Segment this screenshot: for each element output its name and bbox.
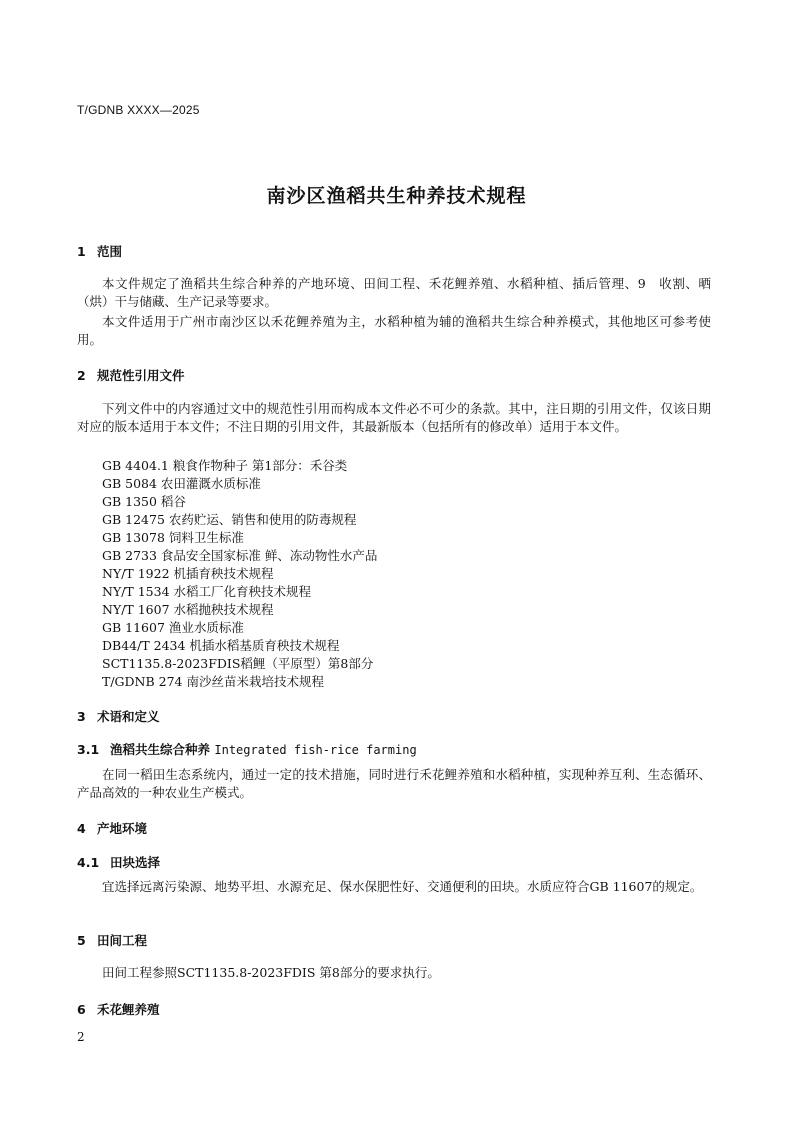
page-title: 南沙区渔稻共生种养技术规程 [266,185,527,207]
reference-item: GB 13078 饲料卫生标准 [102,530,244,545]
section-5-heading: 5 田间工程 [77,933,148,948]
reference-item: NY/T 1534 水稻工厂化育秧技术规程 [102,584,311,599]
section-5-para: 田间工程参照SCT1135.8-2023FDIS 第8部分的要求执行。 [102,965,440,980]
reference-item: GB 5084 农田灌溉水质标准 [102,476,261,491]
section-4-heading: 4 产地环境 [77,821,148,836]
reference-item: GB 12475 农药贮运、销售和使用的防毒规程 [102,512,357,527]
subsection-4-1-heading: 4.1 田块选择 [77,855,161,870]
reference-item: NY/T 1922 机插育秧技术规程 [102,566,274,581]
section-1-para-2: 本文件适用于广州市南沙区以禾花鲤养殖为主，水稻种植为辅的渔稻共生综合种养模式，其他地区可参考使用。 [77,314,711,347]
reference-item: GB 11607 渔业水质标准 [102,620,244,635]
section-1-heading: 1 范围 [77,244,123,259]
reference-item: GB 2733 食品安全国家标准 鲜、冻动物性水产品 [102,548,378,563]
reference-item: GB 1350 稻谷 [102,494,186,509]
reference-item: SCT1135.8-2023FDIS稻鲤（平原型）第8部分 [102,656,374,671]
section-1-para-1: 本文件规定了渔稻共生综合种养的产地环境、田间工程、禾花鲤养殖、水稻种植、插后管理、9 收割、晒（烘）干与储藏、生产记录等要求。 [77,276,711,309]
section-3-heading: 3 术语和定义 [77,709,160,724]
reference-item: NY/T 1607 水稻抛秧技术规程 [102,602,274,617]
page-number: 2 [77,1030,85,1044]
subsection-3-1-heading: 3.1 渔稻共生综合种养 Integrated fish-rice farming [77,742,417,757]
reference-item: GB 4404.1 粮食作物种子 第1部分：禾谷类 [102,458,348,473]
section-2-intro: 下列文件中的内容通过文中的规范性引用而构成本文件必不可少的条款。其中，注日期的引用文件，仅该日期对应的版本适用于本文件；不注日期的引用文件，其最新版本（包括所有的修改单）适用于本文件。 [77,401,711,434]
reference-item: T/GDNB 274 南沙丝苗米栽培技术规程 [102,674,324,689]
subsection-4-1-para: 宜选择远离污染源、地势平坦、水源充足、保水保肥性好、交通便利的田块。水质应符合GB 11607的规定。 [102,879,703,894]
reference-item: DB44/T 2434 机插水稻基质育秧技术规程 [102,638,340,653]
section-2-heading: 2 规范性引用文件 [77,368,185,383]
document-code: T/GDNB XXXX—2025 [77,103,200,117]
section-6-heading: 6 禾花鲤养殖 [77,1002,160,1017]
subsection-3-1-para: 在同一稻田生态系统内，通过一定的技术措施，同时进行禾花鲤养殖和水稻种植，实现种养互利、生态循环、产品高效的一种农业生产模式。 [77,767,711,800]
